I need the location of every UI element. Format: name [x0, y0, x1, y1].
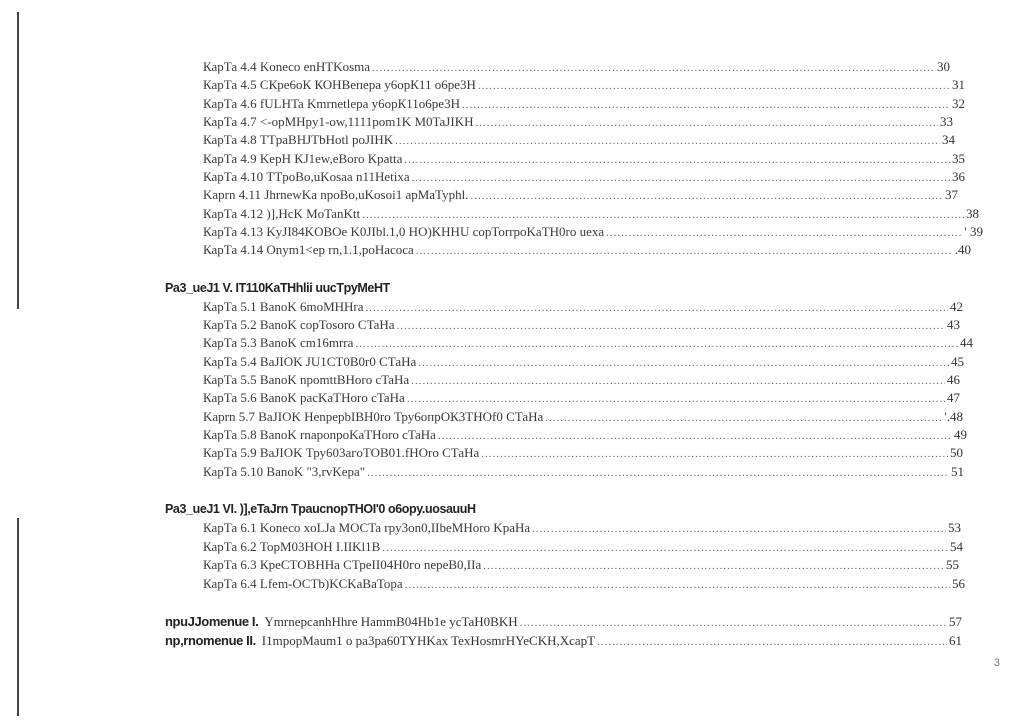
toc-entry[interactable]: КарТа 4.7 <-opMHpy1-ow,1111pom1K M0TaJIKH ..... 33	[203, 114, 953, 131]
toc-entry[interactable]: КарТа 5.5 BanoK npomttBHoro cTaHa ..... 46	[203, 372, 960, 389]
toc-entry[interactable]: КарТа 6.3 КреСТОВННа СТреII04Н0го nepeB0,IIa ..... 55	[203, 557, 959, 574]
left-margin-rule-lower	[17, 518, 19, 716]
toc-entry[interactable]: КарТа 5.10 BanoK "3,rvKepa" ..... 51	[203, 464, 964, 481]
toc-entry[interactable]: КарТа 5.3 BanoK cm16mrra ..... 44	[203, 335, 973, 352]
toc-entry[interactable]: КарТа 4.14 Onym1<ep rn,1.1,poHacoca ..... .40	[203, 242, 971, 259]
toc-entry[interactable]: Kaprn 5.7 BaJIOK HenpepbIBH0ro Тру6опрОК3ТНОf0 СТаНа ..... '.48	[203, 409, 963, 426]
toc-entry[interactable]: КарТа 5.8 BanoK rnaponpoKaTHoro cTaHa ..... 49	[203, 427, 967, 444]
toc-entry[interactable]: КарТа 4.8 TTpaBHJTbHotl poJIHK ..... 34	[203, 132, 955, 149]
toc-entry[interactable]: КарТа 4.9 KepH KJ1ew,eBoro Kpatta ..... 35	[203, 151, 965, 168]
toc-entry[interactable]: КарТа 5.9 BaJIOK Тру603агоТОВ01.fHOro СТаНа ..... 50	[203, 445, 963, 462]
toc-entry[interactable]: КарТа 4.4 Koneco enHTKosma ..... 30	[203, 59, 950, 76]
toc-entry[interactable]: КарТа 5.4 BaJIOK JU1CT0B0r0 СТаНа ..... 45	[203, 354, 964, 371]
appendix-entry[interactable]: npuJJomenue I. YmrnepcanhHhre HammB04Hb1e ycTaH0BKH ..... 57	[165, 614, 962, 630]
toc-entry[interactable]: КарТа 6.2 TopM03HOH I.IIKl1B ..... 54	[203, 539, 963, 556]
toc-entry[interactable]: КарТа 5.2 BanoK copTosoro CTaHa ..... 43	[203, 317, 960, 334]
section-heading[interactable]: Pa3_ueJ1 VI. )],eTaJrn TpaucnopTHOI'0 o6opy.uosauuH	[165, 502, 476, 516]
section-heading[interactable]: Pa3_ueJ1 V. IT110KaTHhlii uucTpyMeHT	[165, 281, 390, 295]
appendix-entry[interactable]: np,rnomenue II. I1mpopMaum1 o pa3pa60TYHKax TexHosmrHYeCKH,XcapT ..... 61	[165, 633, 962, 649]
toc-entry[interactable]: КарТа 6.4 Lfem-OCTb)KCKaBaTopa ..... 56	[203, 576, 965, 593]
toc-entry[interactable]: КарТа 4.5 СКре6оК КОНВепера у6орК11 о6ре3Н ..... 31	[203, 77, 965, 94]
toc-entry[interactable]: КарТа 5.6 BanoK pacKaTHoro cTaHa ..... 47	[203, 390, 960, 407]
toc-entry[interactable]: КарТа 4.6 fULHTa Kmrnetlepa у6орК11о6ре3Н ..... 32	[203, 96, 965, 113]
toc-entry[interactable]: КарТа 6.1 Koneco xoLJa MOCTa rpy3on0,IIbeMHoro KpaHa ..... 53	[203, 520, 961, 537]
page-number: 3	[993, 657, 1000, 669]
toc-entry[interactable]: КарТа 5.1 BanoK 6moMHHra ..... 42	[203, 299, 963, 316]
left-margin-rule	[17, 12, 19, 309]
toc-entry[interactable]: КарТа 4.12 )],HcK MoTanKtt ..... 38	[203, 206, 979, 223]
toc-entry[interactable]: Kaprn 4.11 JhrnewKa npoBo,uKosoi1 apMaTyphl. ..... 37	[203, 187, 958, 204]
toc-entry[interactable]: КарТа 4.10 TTpoBo,uKosaa n11Hetixa ..... 36	[203, 169, 965, 186]
toc-entry[interactable]: КарТа 4.13 KyJI84KOBOe K0JIbl.1,0 HO)KHHU copTorrpoKaTH0ro uexa ..... ' 39	[203, 224, 983, 241]
